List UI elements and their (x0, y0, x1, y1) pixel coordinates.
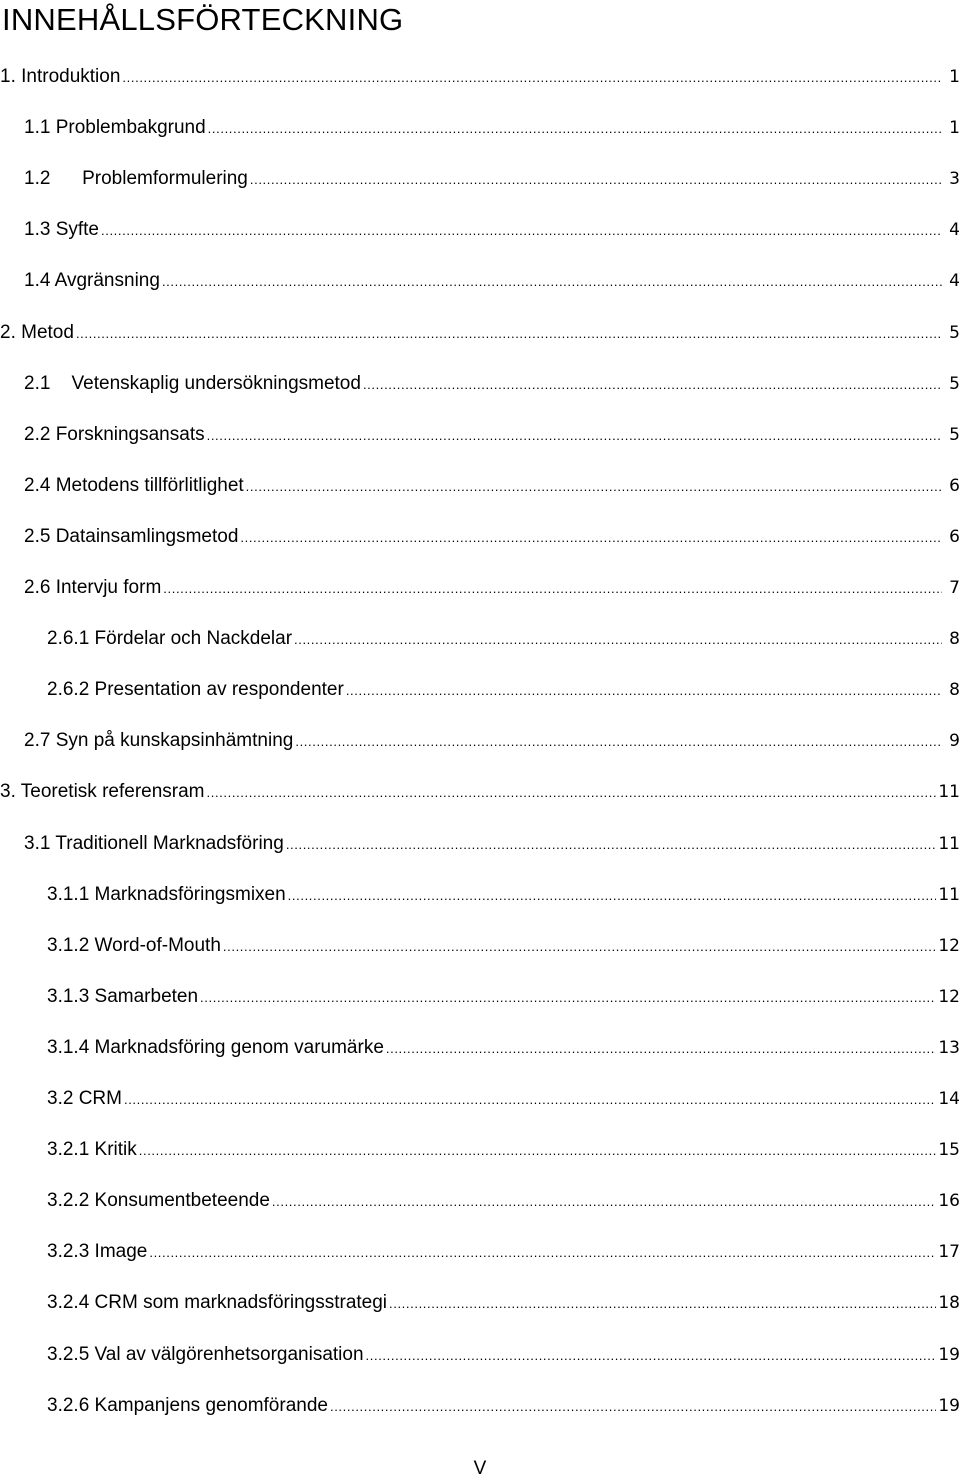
toc-entry-label: 3.1.3 Samarbeten (47, 985, 199, 1007)
toc-entry-label: 2.4 Metodens tillförlitlighet (24, 474, 244, 496)
toc-leader-dots (122, 52, 942, 103)
toc-entry-page: 1 (949, 118, 960, 139)
toc-entry-label: 3.2.1 Kritik (47, 1139, 137, 1161)
toc-entry-page: 1 (949, 67, 960, 87)
toc-entry-label: 3.2.5 Val av välgörenhetsorganisation (47, 1343, 364, 1365)
toc-entry-label: 3.2.4 CRM som marknadsföringsstrategi (47, 1292, 388, 1314)
toc-entry-label: 3.2.3 Image (47, 1241, 148, 1263)
toc-entry[interactable] (24, 103, 960, 153)
page-number: V (473, 1458, 487, 1479)
toc-entry-label: 1.2 Problemformulering (24, 168, 248, 190)
toc-entry-label: 2.1 Vetenskaplig undersökningsmetod (24, 372, 361, 394)
toc-entry[interactable] (24, 563, 960, 613)
toc-leader-dots (288, 870, 937, 921)
toc-entry-page: 4 (949, 220, 960, 241)
toc-entry-label: 3. Teoretisk referensram (0, 781, 205, 803)
toc-leader-dots (76, 308, 942, 359)
toc-entry-page: 3 (949, 169, 960, 190)
toc-entry[interactable] (47, 614, 960, 664)
page-title: INNEHÅLLSFÖRTECKNING (2, 2, 404, 37)
toc-entry[interactable] (47, 1381, 960, 1431)
toc-entry-page: 16 (938, 1191, 960, 1212)
toc-leader-dots (286, 819, 937, 870)
toc-leader-dots (207, 410, 942, 461)
toc-entry-label: 3.2.6 Kampanjens genomförande (47, 1394, 328, 1416)
toc-entry-label: 3.1.4 Marknadsföring genom varumärke (47, 1036, 384, 1058)
toc-leader-dots (250, 154, 942, 205)
toc-leader-dots (295, 716, 942, 767)
toc-entry-page: 8 (949, 680, 960, 701)
toc-leader-dots (162, 256, 942, 307)
toc-leader-dots (208, 103, 942, 154)
toc-entry-page: 19 (938, 1395, 960, 1416)
toc-entry-label: 2.5 Datainsamlingsmetod (24, 525, 239, 547)
toc-entry-page: 19 (938, 1344, 960, 1365)
toc-entry[interactable] (47, 1125, 960, 1175)
toc-entry[interactable] (0, 308, 960, 358)
toc-entry[interactable] (24, 716, 960, 766)
toc-entry[interactable] (24, 512, 960, 562)
toc-entry-label: 2.6.1 Fördelar och Nackdelar (47, 628, 293, 650)
toc-leader-dots (246, 461, 942, 512)
toc-leader-dots (149, 1227, 936, 1278)
toc-entry-page: 6 (949, 526, 960, 547)
toc-leader-dots (240, 512, 942, 563)
toc-entry-page: 17 (938, 1242, 960, 1263)
toc-entry[interactable] (47, 665, 960, 715)
toc-entry-page: 13 (938, 1037, 960, 1058)
toc-entry-label: 3.1.1 Marknadsföringsmixen (47, 883, 286, 905)
toc-entry-label: 1.4 Avgränsning (24, 270, 160, 292)
toc-entry-label: 2.7 Syn på kunskapsinhämtning (24, 730, 294, 752)
toc-entry-label: 1. Introduktion (0, 66, 121, 87)
toc-entry-label: 2.6 Intervju form (24, 577, 162, 598)
toc-leader-dots (272, 1176, 936, 1227)
toc-entry[interactable] (47, 1330, 960, 1380)
toc-leader-dots (139, 1125, 937, 1176)
toc-entry-label: 3.2.2 Konsumentbeteende (47, 1190, 270, 1212)
toc-entry[interactable] (47, 921, 960, 971)
toc-entry-label: 1.3 Syfte (24, 219, 99, 241)
toc-entry-label: 2.2 Forskningsansats (24, 423, 205, 445)
toc-entry-page: 11 (938, 884, 960, 905)
toc-entry[interactable] (24, 256, 960, 306)
toc-entry-page: 11 (938, 782, 960, 803)
toc-entry-label: 2. Metod (0, 321, 74, 343)
toc-entry[interactable] (24, 359, 960, 409)
toc-entry-label: 3.1 Traditionell Marknadsföring (24, 832, 284, 854)
toc-entry[interactable] (47, 1023, 960, 1073)
toc-entry-page: 8 (949, 629, 960, 650)
toc-entry[interactable] (24, 461, 960, 511)
toc-entry-page: 5 (949, 322, 960, 343)
toc-leader-dots (124, 1074, 936, 1125)
toc-entry[interactable] (24, 819, 960, 869)
toc-entry[interactable] (47, 1278, 960, 1328)
toc-entry-label: 3.1.2 Word-of-Mouth (47, 934, 221, 956)
toc-entry[interactable] (24, 410, 960, 460)
toc-leader-dots (366, 1330, 937, 1381)
toc-entry[interactable] (47, 1227, 960, 1277)
toc-entry-page: 7 (949, 578, 960, 598)
toc-leader-dots (200, 972, 936, 1023)
toc-leader-dots (330, 1381, 936, 1432)
toc-entry[interactable] (24, 154, 960, 204)
toc-entry-page: 5 (949, 373, 960, 394)
toc-entry[interactable] (47, 1176, 960, 1226)
toc-entry-label: 3.2 CRM (47, 1088, 122, 1109)
toc-entry-page: 6 (949, 475, 960, 496)
toc-leader-dots (294, 614, 942, 665)
toc-entry[interactable] (47, 1074, 960, 1124)
toc-leader-dots (363, 359, 942, 410)
toc-entry-page: 18 (938, 1293, 960, 1314)
toc-entry[interactable] (0, 767, 960, 817)
toc-entry-page: 5 (949, 424, 960, 445)
toc-entry-label: 1.1 Problembakgrund (24, 117, 206, 139)
toc-entry-label: 2.6.2 Presentation av respondenter (47, 679, 344, 701)
toc-leader-dots (163, 563, 942, 614)
toc-entry[interactable] (24, 205, 960, 255)
toc-entry[interactable] (47, 870, 960, 920)
toc-entry-page: 4 (949, 271, 960, 292)
toc-entry[interactable] (47, 972, 960, 1022)
toc-entry-page: 15 (938, 1140, 960, 1161)
toc-leader-dots (101, 205, 942, 256)
toc-entry-page: 9 (949, 731, 960, 752)
toc-leader-dots (223, 921, 936, 972)
toc-entry-page: 12 (938, 986, 960, 1007)
toc-entry[interactable] (0, 52, 960, 102)
toc-entry-page: 12 (938, 935, 960, 956)
toc-leader-dots (386, 1023, 936, 1074)
toc-leader-dots (346, 665, 942, 716)
toc-leader-dots (207, 767, 937, 818)
toc-entry-page: 11 (938, 833, 960, 854)
toc-entry-page: 14 (938, 1089, 960, 1109)
toc-leader-dots (389, 1278, 936, 1329)
